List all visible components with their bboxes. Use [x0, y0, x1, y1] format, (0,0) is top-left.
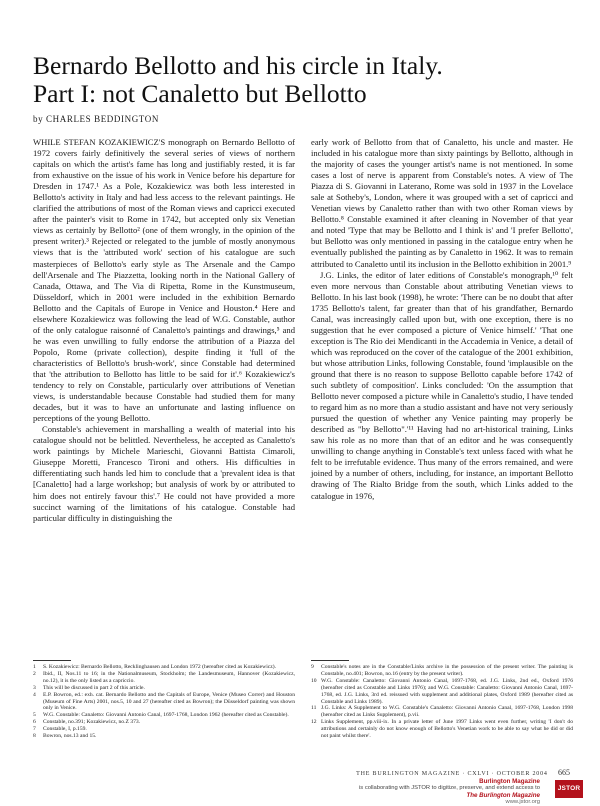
footnote — [311, 678, 573, 706]
page-number: 665 — [558, 768, 570, 777]
footnote-divider — [33, 660, 71, 661]
body-paragraph: Constable's achievement in marshalling a wealth of material into his catalogue should not be belittled. Nevertheless, he accepted as Canaletto's work paintings by Michele Marieschi, Giovanni Battista Cimaroli, Giuseppe Moretti, Francesco Tironi and others. His difficulties in differentiating such hands led him to conclude that a 'prevalent idea is that [Canaletto] had a large workshop; but analysis of work by or attributed to him does not entirely favour this'.⁷ He could not have provided a more succinct warning of the limitations of his catalogue. Constable had particular difficulty in distinguishing the — [33, 424, 295, 523]
jstor-journal-name: The Burlington Magazine — [466, 792, 540, 799]
footnote-number: 12 — [311, 719, 317, 726]
jstor-notice-line: is collaborating with JSTOR to digitize, preserve, and extend access to — [359, 785, 540, 791]
footnote-number: 2 — [33, 670, 36, 677]
page-footer — [330, 768, 570, 777]
footnote-number: 11 — [311, 705, 317, 712]
article-title-line-2: Part I: not Canaletto but Bellotto — [33, 79, 367, 108]
footnote-text: S. Kozakiewicz: Bernardo Bellotto, Recklinghausen and London 1972 (hereafter cited as Kozakiewicz). — [43, 664, 276, 670]
footnote — [33, 664, 295, 671]
body-column-right — [311, 137, 573, 502]
footnote-text: E.P. Bowron, ed.: exh. cat. Bernardo Bellotto and the Capitals of Europe, Venice (Museo Correr) and Houston (Museum of Fine Arts) 2001, nos.5, 10 and 27 (hereafter cited as Bowron); the Düsseldorf painting was shown only in Venice. — [43, 691, 295, 712]
jstor-notice — [320, 778, 540, 806]
jstor-brand-name: Burlington Magazine — [479, 778, 540, 785]
journal-running-footer: THE BURLINGTON MAGAZINE · CXLVI · OCTOBER 2004 — [356, 771, 548, 777]
footnote-number: 7 — [33, 726, 36, 733]
footnote-text: This will be discussed in part 2 of this article. — [43, 684, 145, 691]
footnote-number: 9 — [311, 664, 314, 670]
footnote-text: Constable, I, p.159. — [43, 726, 87, 733]
footnote-text: Links Supplement, pp.viii-ix. In a private letter of June 1997 Links went even further, writing 'I don't do attributions and certainly do not know enough of Bellotto's Venetian work to be able to say what he did or did not paint whilst there'. — [321, 719, 573, 740]
footnote-number: 6 — [33, 719, 36, 726]
footnote — [311, 719, 573, 740]
footnote — [311, 664, 573, 678]
footnote — [33, 733, 295, 740]
footnote — [33, 685, 295, 692]
footnote-text: Bowron, nos.13 and 15. — [43, 733, 97, 740]
body-paragraph: WHILE STEFAN KOZAKIEWICZ'S monograph on Bernardo Bellotto of 1972 covers fairly definitively the several series of views of northern capitals on which the artist's fame has long and justifiably rested, it is far from exhaustive on the issue of his work in Venice before his departure for Dresden in 1747.¹ As a Pole, Kozakiewicz was both less interested in Bellotto's activity in Italy and had less access to the relevant paintings. He clarified the attributions of most of the Roman views and capricci executed after the painter's visit to Rome in 1742, but accepted only six Venetian views as certainly by Bellotto² (one of them wrongly, in the opinion of the present writer).³ Rejected or relegated to the jumble of mostly anonymous views that is the 'attributed work' section of his catalogue are such masterpieces of Bellotto's early style as The Arsenale and the Campo dell'Arsenale and The Piazzetta, looking north in the National Gallery of Canada, Ottawa, and The Via di Ripetta, Rome in the Kunstmuseum, Düsseldorf, which in 2001 were included in the exhibition Bernardo Bellotto and the Capitals of Europe in Venice and Houston.⁴ Here and elsewhere Kozakiewicz was following the lead of W.G. Constable, author of the only catalogue raisonné of Canaletto's paintings and drawings,⁵ and he was even unwilling to fully endorse the attribution of a Piazza del Popolo, Rome (private collection), despite finding it 'full of the characteristics of Bellotto's brush-work', since Constable had determined that 'the attribution to Bellotto has little to be said for it'.⁶ Kozakiewicz's tendency to rely on Constable, particularly over attributions of Venetian views, is understandable because Constable had studied them for many decades, but it was to have an unfortunate and lasting influence on perceptions of the young Bellotto. — [33, 137, 295, 424]
footnote-text: J.G. Links: A Supplement to W.G. Constable's Canaletto: Giovanni Antonio Canal, 1697-1768, London 1998 (hereafter cited as Links Supplement), p.vii. — [321, 705, 573, 719]
footnote-text: W.G. Constable: Canaletto: Giovanni Antonio Canal, 1697-1768, London 1962 (hereafter cited as Constable). — [43, 712, 289, 719]
body-paragraph: J.G. Links, the editor of later editions of Constable's monograph,¹⁰ felt even more nervous than Constable about attributing Venetian views to Bellotto. In his last book (1998), he wrote: 'There can be no doubt that after 1735 Bellotto's talent, far greater than that of his grandfather, Bernardo Canal, was increasingly called upon but, with one exception, there is no suggestion that he ever composed a picture of Venice himself.' 'That one exception is The Rio dei Mendicanti in the Accademia in Venice, a detail of which was reproduced on the cover of the catalogue of the 2001 exhibition, but whose attribution Links, following Constable, found 'implausible on the ground that there is no reason to suppose Bellotto capable before 1742 of such subtlety of composition'. Links concluded: 'On the assumption that Bellotto never composed a picture while in Canaletto's studio, I have tended to regard him as no more than a studio assistant and have not very seriously pursued the question of whether any Venice painting may properly be described as "by Bellotto".'¹¹ Having had no art-historical training, Links saw his role as no more than that of an editor and he was consequently unwilling to change anything in Constable's text unless faced with what he felt to be irrefutable evidence. Thus many of the errors remained, and were joined by a number of others, including, for instance, an important Bellotto drawing of The Rialto Bridge from the south, which Links added to the catalogue in 1976, — [311, 269, 573, 501]
footnote-number: 4 — [33, 691, 36, 698]
footnote-divider — [311, 660, 349, 661]
footnote — [33, 726, 295, 733]
footnote-text: W.G. Constable: Canaletto: Giovanni Antonio Canal, 1697-1768, ed. J.G. Links, 2nd ed., Oxford 1976 (hereafter cited as Constable and Links 1976); and W.G. Constable: Canaletto: Giovanni Antonio Canal, 1697-1768, ed. J.G. Links, 3rd ed. reissued with supplement and additional plates, Oxford 1989 (hereafter cited as Constable and Links 1989). — [321, 677, 573, 705]
article-title-line-1: Bernardo Bellotto and his circle in Italy. — [33, 51, 443, 80]
footnote — [33, 712, 295, 719]
footnote-number: 8 — [33, 733, 36, 740]
footnote — [33, 671, 295, 685]
footnotes-left — [33, 664, 295, 740]
jstor-logo-icon[interactable]: JSTOR — [555, 780, 583, 798]
article-title — [33, 52, 573, 108]
footnote-text: Ibid., II, Nos.11 to 16; in the Nationalmuseum, Stockholm; the Landesmuseum, Hannover (Kozakiewicz, no.12), it is the only listed as a capriccio. — [43, 670, 295, 684]
footnote-number: 1 — [33, 664, 36, 670]
body-column-left — [33, 137, 295, 524]
footnote — [311, 705, 573, 719]
footnote — [33, 692, 295, 713]
footnote-number: 3 — [33, 684, 36, 691]
footnote — [33, 719, 295, 726]
footnote-text: Constable's notes are in the Constable/Links archive in the possession of the present writer. The painting is Constable, no.401; Bowron, no.16 (entry by the present writer). — [321, 664, 573, 677]
body-paragraph: early work of Bellotto from that of Canaletto, his uncle and master. He included in his catalogue more than sixty paintings by Bellotto, although in the majority of cases the younger artist's name is not mentioned. In some cases a lost of nerve is apparent from Constable's notes. A view of The Piazza di S. Giovanni in Laterano, Rome was sold in 1937 in the Lovelace sale at Sotheby's, London, where it was grouped with a set of capricci and Venetian views by Canaletto rather than with two other Roman views by Bellotto.⁸ Constable examined it after cleaning in November of that year and noted 'Type that may be Bellotto and I think is' and 'I prefer Bellotto', but Bellotto was only mentioned in passing in the catalogue entry when he eventually published the painting as by Canaletto in 1962. It was to remain attributed to Canaletto until its inclusion in the Bellotto exhibition in 2001.⁹ — [311, 137, 573, 269]
footnote-text: Constable, no.391; Kozakiewicz, no.Z 373. — [43, 719, 141, 726]
jstor-url-link[interactable]: www.jstor.org — [505, 799, 540, 805]
footnotes-right — [311, 664, 573, 740]
footnote-number: 5 — [33, 712, 36, 719]
byline: by CHARLES BEDDINGTON — [33, 114, 159, 124]
footnote-number: 10 — [311, 677, 317, 684]
